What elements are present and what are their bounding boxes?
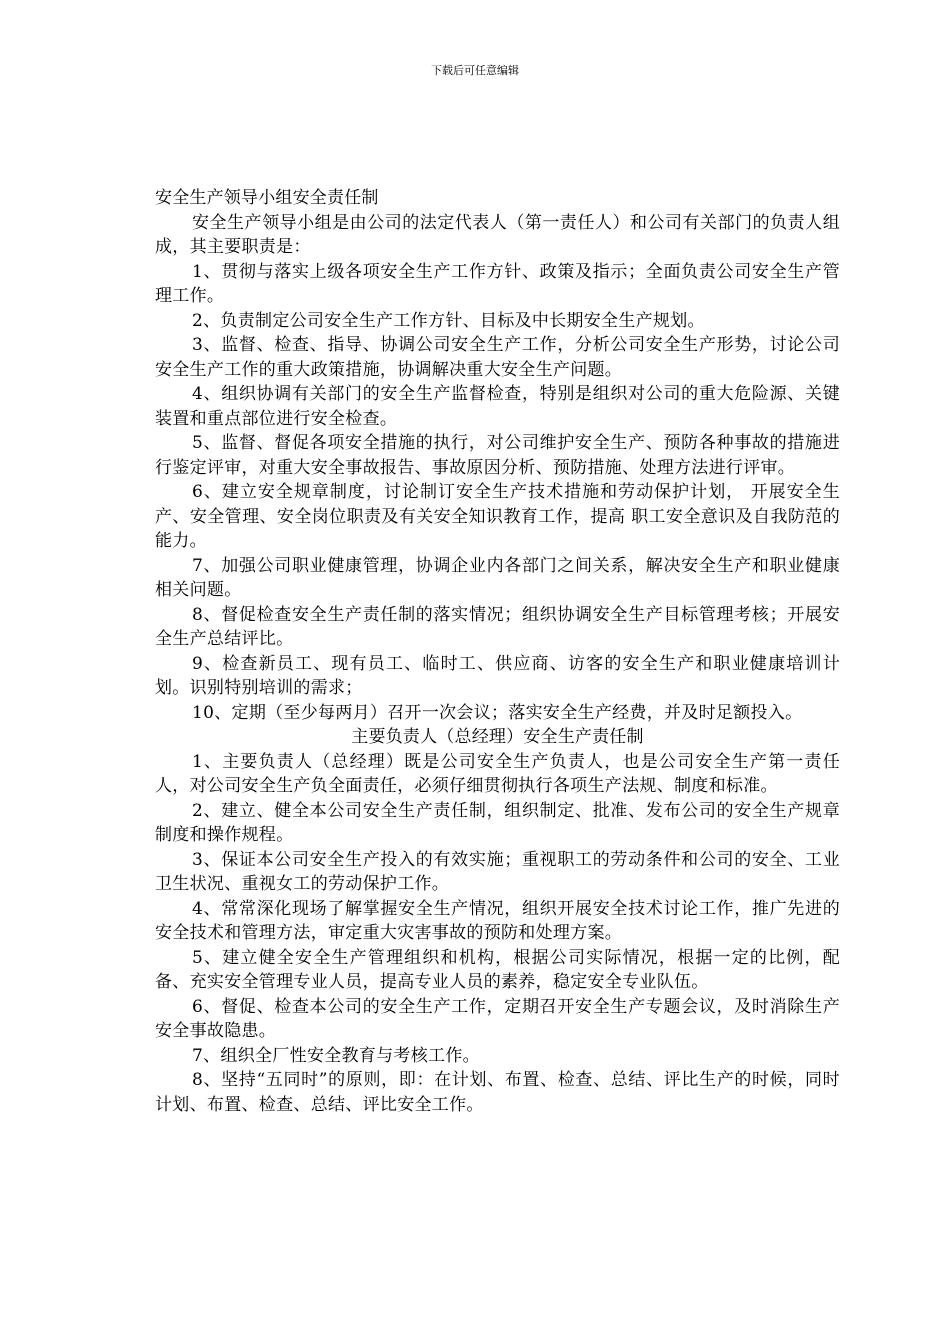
paragraph-leadership-item-8: 8、督促检查安全生产责任制的落实情况；组织协调安全生产目标管理考核；开展安全生产总结评比。 [155, 604, 840, 649]
paragraph-manager-item-4: 4、常常深化现场了解掌握安全生产情况，组织开展安全技术讨论工作，推广先进的安全技术和管理方法，审定重大灾害事故的预防和处理方案。 [155, 898, 840, 943]
paragraph-leadership-item-3: 3、监督、检查、指导、协调公司安全生产工作，分析公司安全生产形势，讨论公司安全生产工作的重大政策措施，协调解决重大安全生产问题。 [155, 335, 840, 380]
paragraph-leadership-item-6: 6、建立安全规章制度，讨论制订安全生产技术措施和劳动保护计划， 开展安全生产、安全管理、安全岗位职责及有关安全知识教育工作，提高 职工安全意识及自我防范的能力。 [155, 482, 840, 551]
document-body [155, 186, 840, 1117]
section-title-leadership-group: 安全生产领导小组安全责任制 [155, 188, 379, 208]
paragraph-manager-item-3: 3、保证本公司安全生产投入的有效实施；重视职工的劳动条件和公司的安全、工业卫生状况、重视女工的劳动保护工作。 [155, 849, 840, 894]
section-title-general-manager: 主要负责人（总经理）安全生产责任制 [351, 727, 644, 747]
paragraph-leadership-item-1: 1、贯彻与落实上级各项安全生产工作方针、政策及指示；全面负责公司安全生产管理工作。 [155, 261, 840, 306]
paragraph-manager-item-5: 5、建立健全安全生产管理组织和机构，根据公司实际情况，根据一定的比例，配备、充实安全管理专业人员，提高专业人员的素养，稳定安全专业队伍。 [155, 947, 840, 992]
paragraph-leadership-intro: 安全生产领导小组是由公司的法定代表人（第一责任人）和公司有关部门的负责人组成，其主要职责是： [155, 212, 840, 257]
paragraph-manager-item-8: 8、坚持“五同时”的原则，即：在计划、布置、检查、总结、评比生产的时候，同时计划、布置、检查、总结、评比安全工作。 [155, 1070, 840, 1115]
paragraph-manager-item-7: 7、组织全厂性安全教育与考核工作。 [192, 1045, 480, 1066]
paragraph-leadership-item-10: 10、定期（至少每两月）召开一次会议；落实安全生产经费，并及时足额投入。 [192, 702, 803, 723]
paragraph-manager-item-6: 6、督促、检查本公司的安全生产工作，定期召开安全生产专题会议，及时消除生产安全事故隐患。 [155, 996, 840, 1041]
paragraph-leadership-item-4: 4、组织协调有关部门的安全生产监督检查，特别是组织对公司的重大危险源、关键装置和重点部位进行安全检查。 [155, 384, 840, 429]
page-header-note: 下载后可任意编辑 [431, 64, 519, 77]
paragraph-leadership-item-2: 2、负责制定公司安全生产工作方针、目标及中长期安全生产规划。 [192, 310, 705, 331]
paragraph-leadership-item-7: 7、加强公司职业健康管理，协调企业内各部门之间关系，解决安全生产和职业健康相关问题。 [155, 555, 840, 600]
paragraph-leadership-item-5: 5、监督、督促各项安全措施的执行，对公司维护安全生产、预防各种事故的措施进行鉴定评审，对重大安全事故报告、事故原因分析、预防措施、处理方法进行评审。 [155, 433, 840, 478]
paragraph-manager-item-2: 2、建立、健全本公司安全生产责任制，组织制定、批准、发布公司的安全生产规章制度和操作规程。 [155, 800, 840, 845]
paragraph-leadership-item-9: 9、检查新员工、现有员工、临时工、供应商、访客的安全生产和职业健康培训计划。识别特别培训的需求； [155, 653, 840, 698]
paragraph-manager-item-1: 1、主要负责人（总经理）既是公司安全生产负责人，也是公司安全生产第一责任人，对公司安全生产负全面责任，必须仔细贯彻执行各项生产法规、制度和标准。 [155, 751, 840, 796]
